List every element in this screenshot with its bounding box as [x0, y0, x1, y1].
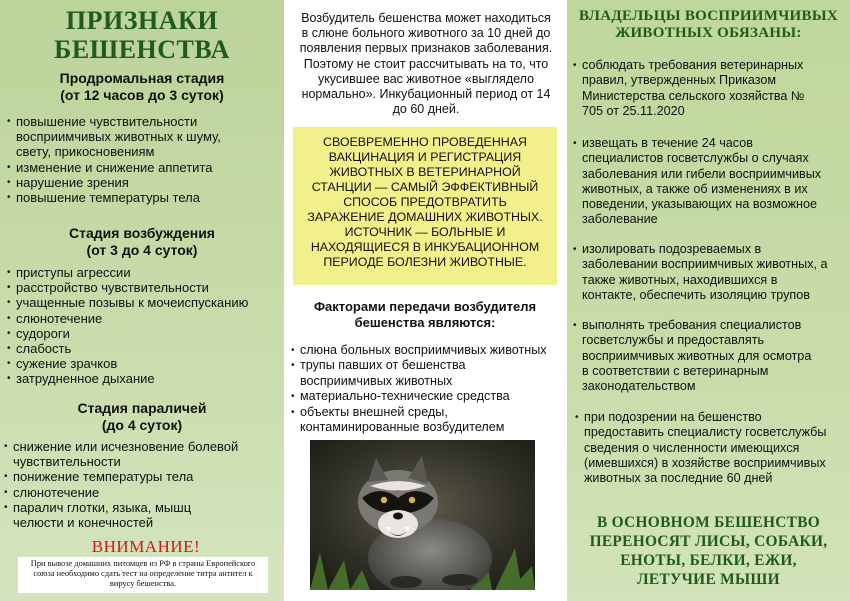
- stage-period: (от 12 часов до 3 суток): [60, 87, 224, 103]
- carriers-line-2: ПЕРЕНОСЯТ ЛИСЫ, СОБАКИ,: [589, 533, 828, 550]
- warning-note: При вывозе домашних питомцев из РФ в страны Европейского союза необходимо сдать тест на определение титра антител к вирусу бешенства.: [18, 557, 268, 593]
- warning-title: ВНИМАНИЕ!: [91, 537, 201, 556]
- duty-item: • выполнять требования специалистов госветслужбы и предоставлять восприимчивых животных для осмотра в соответствии с ветеринарным законодательством: [573, 318, 812, 394]
- stage-title: Стадия возбуждения: [69, 225, 215, 241]
- list-item: • затрудненное дыхание: [7, 371, 279, 386]
- list-item: • повышение чувствительности восприимчивых животных к шуму, свету, прикосновениям: [7, 114, 279, 160]
- list-item: • судороги: [7, 326, 279, 341]
- list-item: • повышение температуры тела: [7, 190, 279, 205]
- stage-title: Продромальная стадия: [59, 70, 225, 86]
- stage-excitation-list: [7, 265, 279, 387]
- list-item: • слабость: [7, 341, 279, 356]
- stage-prodromal-list: [7, 114, 279, 205]
- list-item: • снижение или исчезновение болевой чувствительности: [4, 439, 280, 469]
- carriers-line-4: ЛЕТУЧИЕ МЫШИ: [637, 571, 780, 588]
- list-item: • нарушение зрения: [7, 175, 279, 190]
- list-item: • изменение и снижение аппетита: [7, 160, 279, 175]
- list-item: • материально-технические средства: [291, 389, 563, 404]
- carriers-line-3: ЕНОТЫ, БЕЛКИ, ЕЖИ,: [620, 552, 797, 569]
- highlight-source: ИСТОЧНИК — БОЛЬНЫЕ И НАХОДЯЩИЕСЯ В ИНКУБАЦИОННОМ ПЕРИОДЕ БОЛЕЗНИ ЖИВОТНЫЕ.: [310, 225, 540, 269]
- factors-list: [291, 343, 563, 435]
- title-line-1: ПРИЗНАКИ: [65, 6, 219, 35]
- raccoon-icon: [310, 440, 535, 590]
- list-item: • трупы павших от бешенства восприимчивых животных: [291, 358, 563, 389]
- list-item: • паралич глотки, языка, мышц челюсти и конечностей: [4, 500, 280, 530]
- stage-prodromal-heading: [0, 70, 284, 104]
- list-item: • расстройство чувствительности: [7, 280, 279, 295]
- raccoon-photo: [310, 440, 535, 590]
- duty-item: • соблюдать требования ветеринарных правил, утвержденных Приказом Министерства сельского хозяйства № 705 от 25.11.2020: [573, 58, 805, 118]
- list-item: • понижение температуры тела: [4, 469, 280, 484]
- carriers-line-1: В ОСНОВНОМ БЕШЕНСТВО: [596, 514, 821, 531]
- intro-text: Возбудитель бешенства может находиться в слюне больного животного за 10 дней до появления первых признаков заболевания. Поэтому не стоит рассчитывать на то, что укусившее вас животное «выглядело нормально». Инкубационный период от 14 до 60 дней.: [299, 11, 553, 117]
- stage-title: Стадия параличей: [77, 400, 207, 416]
- stage-period: (от 3 до 4 суток): [86, 242, 198, 258]
- list-item: • приступы агрессии: [7, 265, 279, 280]
- stage-paralysis-heading: [0, 400, 284, 434]
- vaccination-highlight-box: [293, 127, 557, 285]
- list-item: • слюнотечение: [7, 311, 279, 326]
- duty-item: • изолировать подозреваемых в заболевании восприимчивых животных, а также животных, находившихся в контакте, обеспечить изоляцию трупов: [573, 242, 828, 302]
- stage-period: (до 4 суток): [101, 417, 183, 433]
- factors-title: Факторами передачи возбудителя бешенства являются:: [313, 299, 537, 330]
- owners-duties-title: ВЛАДЕЛЬЦЫ ВОСПРИИМЧИВЫХ ЖИВОТНЫХ ОБЯЗАНЫ:: [579, 8, 838, 41]
- duty-item: • при подозрении на бешенство предоставить специалисту госветслужбы сведения о численности имеющихся (имевшихся) в хозяйстве восприимчивых животных за последние 60 дней: [575, 410, 827, 486]
- left-title: [0, 6, 284, 64]
- stage-paralysis-list: [4, 439, 280, 530]
- title-line-2: БЕШЕНСТВА: [54, 35, 230, 64]
- highlight-main: СВОЕВРЕМЕННО ПРОВЕДЕННАЯ ВАКЦИНАЦИЯ И РЕГИСТРАЦИЯ ЖИВОТНЫХ В ВЕТЕРИНАРНОЙ СТАНЦИИ — САМЫЙ ЭФФЕКТИВНЫЙ СПОСОБ ПРЕДОТВРАТИТЬ ЗАРАЖЕНИЕ ДОМАШНИХ ЖИВОТНЫХ.: [307, 135, 543, 224]
- list-item: • слюна больных восприимчивых животных: [291, 343, 563, 358]
- list-item: • сужение зрачков: [7, 356, 279, 371]
- stage-excitation-heading: [0, 225, 284, 259]
- main-carriers-title: [567, 513, 850, 589]
- duty-item: • извещать в течение 24 часов специалистов госветслужбы о случаях заболевания или гибели восприимчивых животных, а также об изменениях в их поведении, указывающих на возможное заболевание: [573, 136, 822, 227]
- list-item: • слюнотечение: [4, 485, 280, 500]
- list-item: • объекты внешней среды, контаминированные возбудителем: [291, 405, 563, 436]
- list-item: • учащенные позывы к мочеиспусканию: [7, 295, 279, 310]
